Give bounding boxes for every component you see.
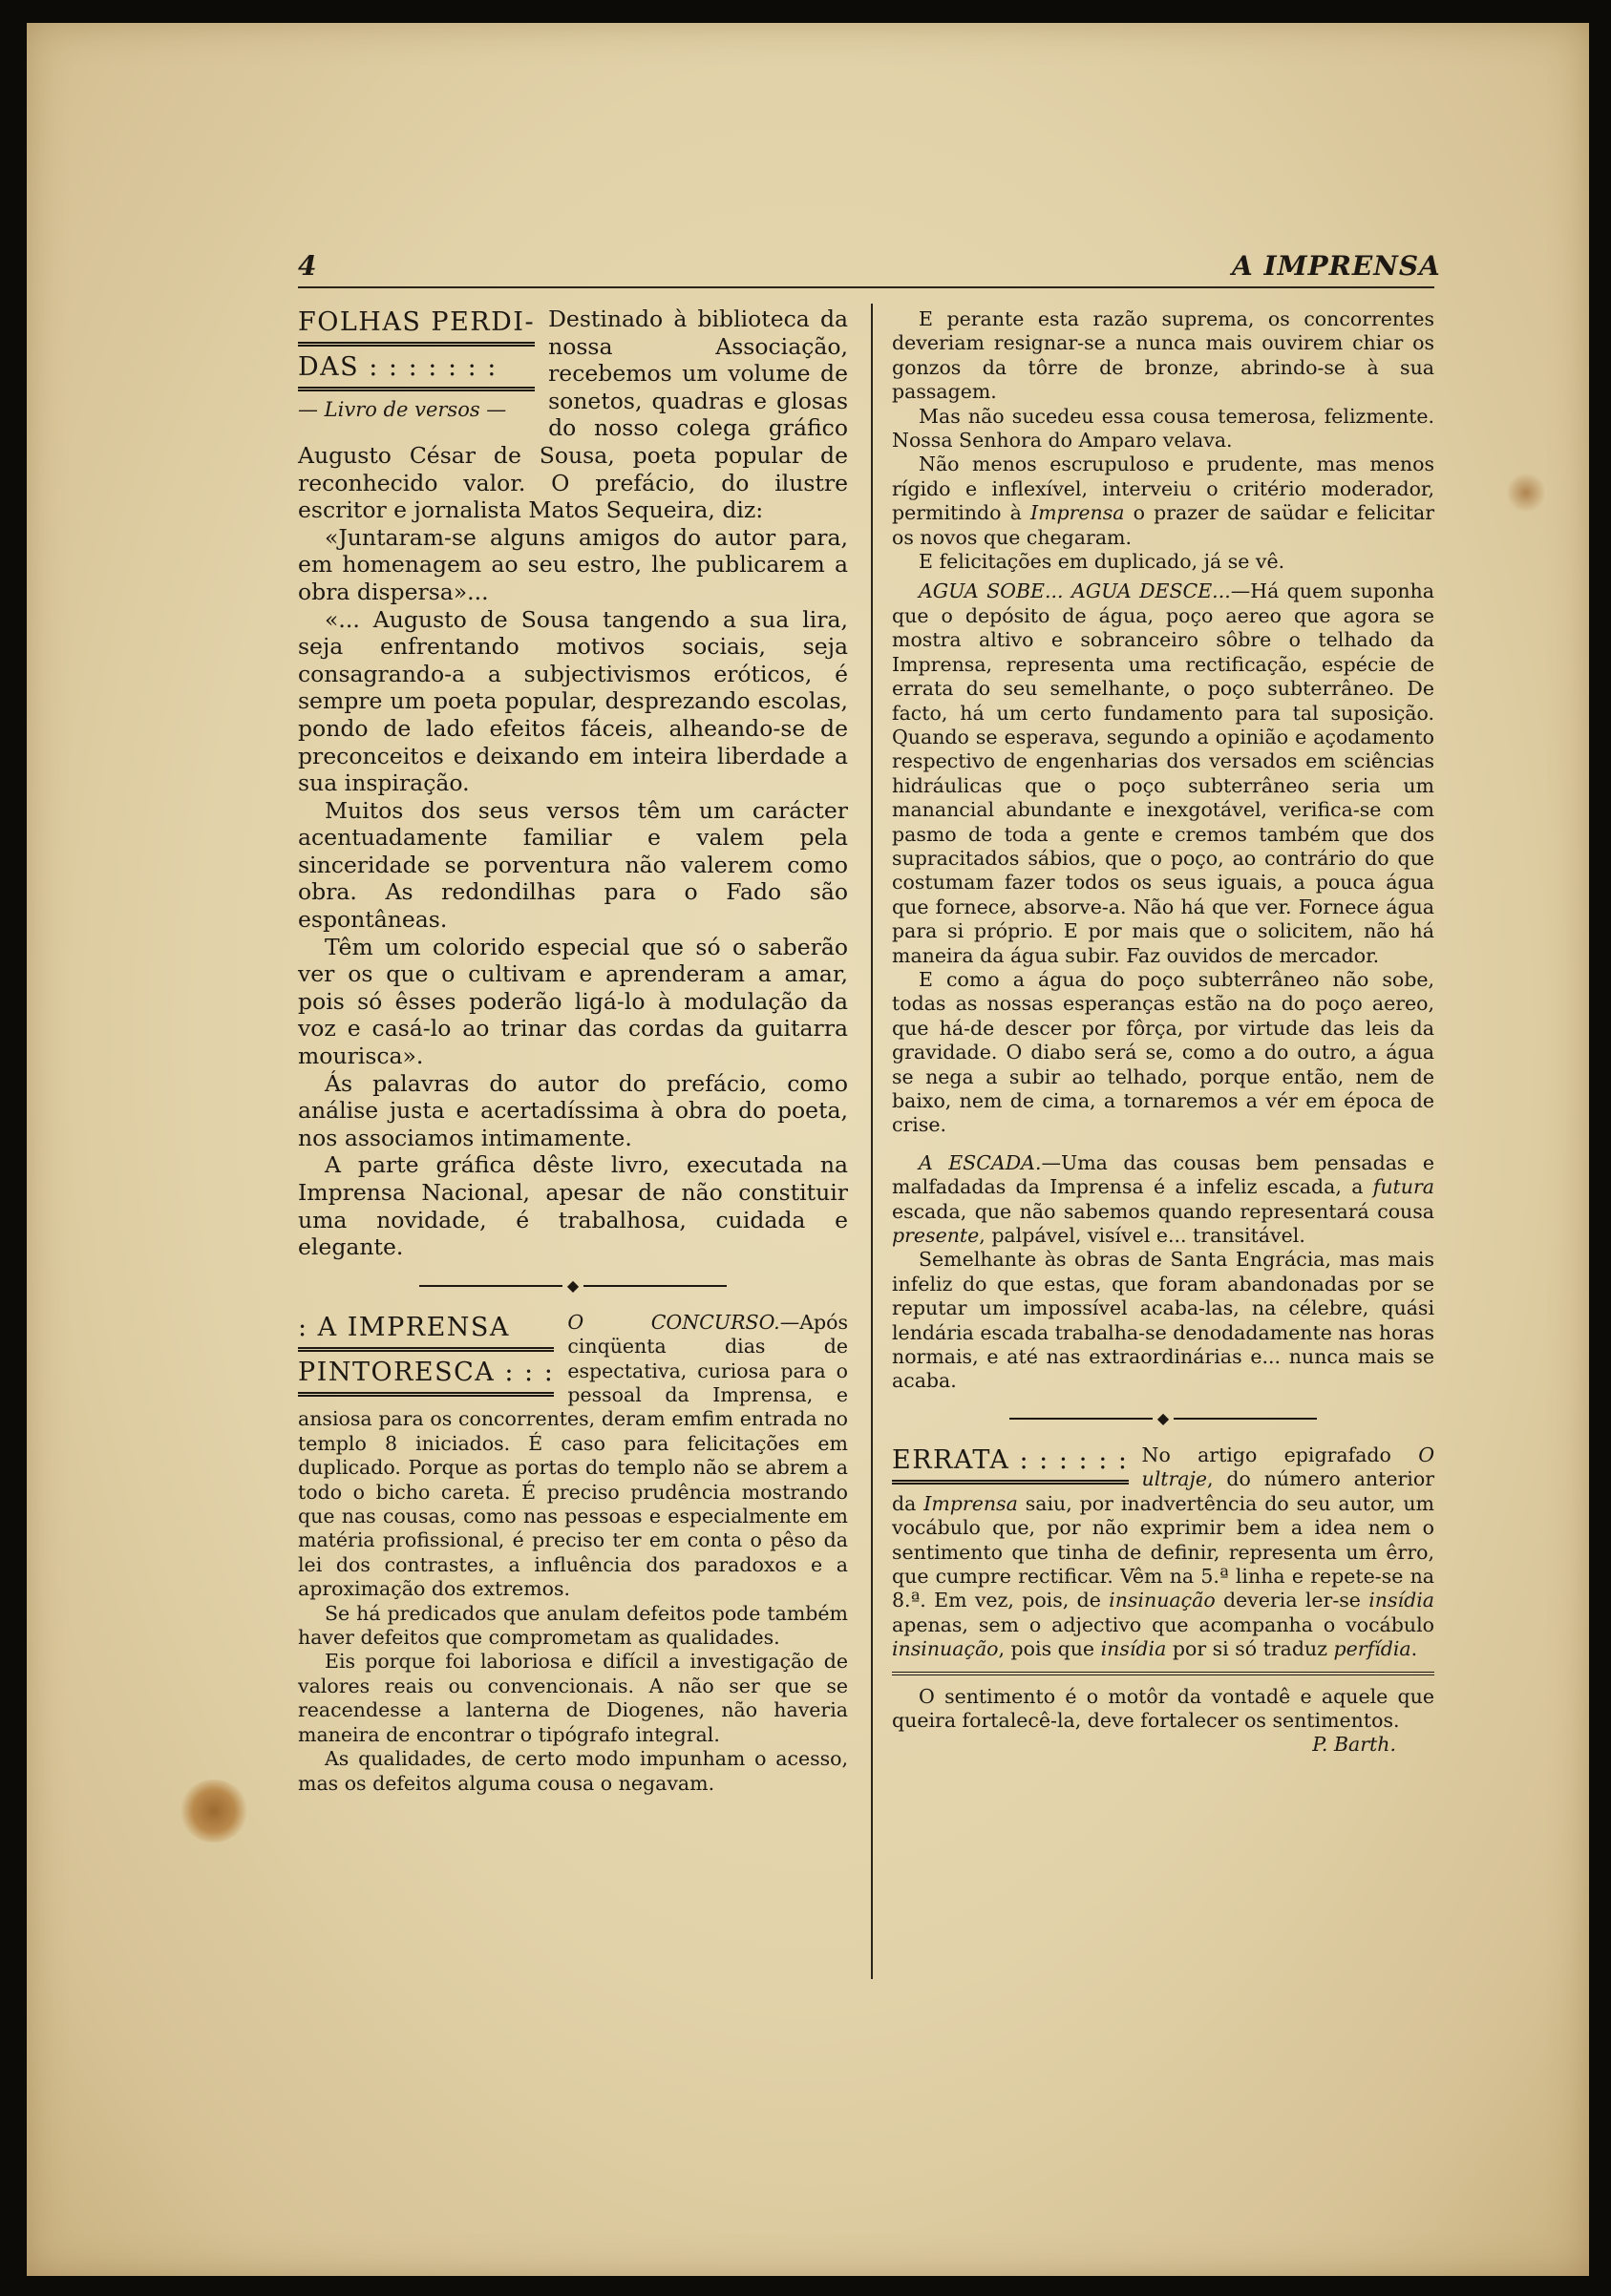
italic-text: insídia <box>1100 1637 1167 1661</box>
section-ornament: ◆ <box>892 1409 1434 1428</box>
heading-line: : A IMPRENSA <box>298 1312 510 1342</box>
paragraph-text: Não menos escrupuloso e prudente, mas menos rígido e inflexível, interveiu o critério moderador, permitindo à <box>892 453 1434 525</box>
heading-line: ERRATA : : : : : : <box>892 1444 1129 1475</box>
heading-line: DAS : : : : : : : <box>298 352 498 382</box>
paragraph: Muitos dos seus versos têm um carácter acentuadamente familiar e valem pela sinceridade se porventura não valerem como obra. As redondilhas para o Fado são espontâneas. <box>298 796 848 934</box>
left-column <box>298 305 848 1796</box>
closing-rule <box>892 1672 1434 1675</box>
paragraph-text: —Após cinqüenta dias de espectativa, curiosa para o pessoal da Imprensa, e ansiosa para os concorrentes, deram emfim entrada no templo 8 iniciados. É caso para felicitações em duplicado. Porque as portas do templo não se abrem a todo o bicho careta. É preciso prudência mostrando que nas cousas, como nas pessoas e especialmente em matéria profissional, é preciso ter em conta o pêso da lei dos contrastes, a influência dos paradoxos e a aproximação dos extremos. <box>298 1310 848 1601</box>
paragraph: As qualidades, de certo modo impunham o acesso, mas os defeitos alguma cousa o negavam. <box>298 1747 848 1795</box>
heading-line: FOLHAS PERDI- <box>298 307 536 337</box>
paragraph-text: No artigo epigrafado <box>1141 1443 1419 1466</box>
paragraph-text: —Uma das cousas bem pensadas e malfadadas da Imprensa é a infeliz escada, a <box>892 1150 1434 1199</box>
heading-rule <box>298 342 535 347</box>
italic-text: insinuação <box>1109 1589 1216 1612</box>
heading-rule <box>298 1347 554 1352</box>
heading-line: PINTORESCA : : : <box>298 1357 555 1387</box>
italic-text: Imprensa <box>1029 501 1125 525</box>
italic-text: Imprensa <box>923 1491 1018 1515</box>
paragraph: A parte gráfica dêste livro, executada na Imprensa Nacional, apesar de não constituir uma novidade, é trabalhosa, cuidada e elegante. <box>298 1151 848 1261</box>
section-heading <box>298 305 535 424</box>
paragraph-text: escada, que não sabemos quando representará cousa <box>892 1199 1434 1223</box>
italic-text: insídia <box>1368 1589 1434 1612</box>
paragraph-text: , pois que <box>998 1637 1101 1661</box>
quote-author: P. Barth. <box>1312 1733 1396 1757</box>
paragraph: E felicitações em duplicado, já se vê. <box>919 550 1285 574</box>
italic-text: presente <box>892 1224 980 1248</box>
heading-rule <box>892 1480 1129 1485</box>
paragraph: Semelhante às obras de Santa Engrácia, mas mais infeliz do que estas, que foram abandonadas por se reputar um impossível acaba-las, na célebre, quási lendária escada trabalha-se denodadamente nas horas normais, e até nas extraordinárias e... nunca mais se acaba. <box>892 1248 1434 1393</box>
paragraph-text: saiu, por inadvertência do seu autor, um vocábulo que, por não exprimir bem a idea nem o sentimento que tinha de definir, representa um êrro, que cumpre rectificar. Vêm na 5.ª linha e repete-se na 8.ª. Em vez, pois, de <box>892 1491 1434 1612</box>
paragraph: Eis porque foi laboriosa e difícil a investigação de valores reais ou convencionais. A não ser que se reacendesse a lanterna de Diogenes, não haveria maneira de encontrar o tipógrafo integral. <box>298 1650 848 1746</box>
paragraph: E como a água do poço subterrâneo não sobe, todas as nossas esperanças estão na do poço aereo, que há-de descer por fôrça, por virtude das leis da gravidade. O diabo será se, como a do outro, a água se nega a subir ao telhado, porque então, nem de baixo, nem de cima, a tornaremos a vér em época de crise. <box>892 967 1434 1137</box>
paragraph: Destinado à biblioteca da nossa Associação, recebemos um volume de sonetos, quadras e glosas do nosso colega gráfico Augusto César de Sousa, poeta popular de reconhecido valor. O prefácio, do ilustre escritor e jornalista Matos Sequeira, diz: <box>298 305 848 524</box>
article-folhas-perdidas <box>298 305 848 1261</box>
page-number: 4 <box>298 250 317 282</box>
paragraph-text: , palpável, visível e... transitável. <box>979 1224 1305 1248</box>
section-heading <box>892 1443 1129 1488</box>
paragraph-text: , do número anterior da <box>892 1467 1434 1515</box>
paragraph-text: —Há quem suponha que o depósito de água, poço aereo que agora se mostra altivo e sobranceiro sôbre o telhado da Imprensa, representa uma rectificação, espécie de errata do seu semelhante, o poço subterrâneo. De facto, há um certo fundamento para tal suposição. Quando se esperava, segundo a opinião e açodamento respectivo de engenharias dos versados em sciências hidráulicas que o poço subterrâneo seria um manancial abundante e inexgotável, verifica-se com pasmo de toda a gente e cremos também que dos supracitados sábios, que o poço, ao contrário do que costumam fazer todos os seus iguais, a pouca água que fornece, absorve-a. Não há que ver. Fornece água para si próprio. E por mais que o solicitem, não há maneira da água subir. Faz ouvidos de mercador. <box>892 579 1434 967</box>
quote-text: O sentimento é o motôr da vontadê e aquele que queira fortalecê-la, deve fortalecer os sentimentos. <box>892 1684 1434 1732</box>
paragraph: «... Augusto de Sousa tangendo a sua lira, seja enfrentando motivos sociais, seja consagrando-a a subjectivismos eróticos, é sempre um poeta popular, desprezando escolas, pondo de lado efeitos fáceis, alheando-se de preconceitos e deixando em inteira liberdade a sua inspiração. <box>298 605 848 797</box>
paragraph <box>892 1151 1434 1249</box>
closing-quote <box>892 1685 1434 1758</box>
italic-text: futura <box>1372 1175 1434 1199</box>
paragraph-text: o prazer de saüdar e felicitar os novos que chegaram. <box>892 501 1434 549</box>
section-ornament: ◆ <box>298 1276 848 1295</box>
column-divider <box>871 304 873 1979</box>
section-heading <box>298 1311 554 1401</box>
stain <box>1507 472 1545 514</box>
header-rule <box>298 286 1434 288</box>
article-errata <box>892 1443 1434 1662</box>
paragraph: «Juntaram-se alguns amigos do autor para, em homenagem ao seu estro, lhe publicarem a obra dispersa»... <box>298 523 848 605</box>
right-column <box>892 307 1434 1758</box>
italic-text: insinuação <box>892 1637 999 1661</box>
paragraph: E perante esta razão suprema, os concorrentes deveriam resignar-se a nunca mais ouvirem chiar os gonzos da tôrre de bronze, abrindo-se à sua passagem. <box>892 307 1434 404</box>
paragraph: Mas não sucedeu essa cousa temerosa, felizmente. Nossa Senhora do Amparo velava. <box>892 404 1434 453</box>
paragraph-text: . <box>1410 1637 1418 1661</box>
running-title: A IMPRENSA <box>1232 250 1441 282</box>
paragraph <box>892 579 1434 968</box>
paragraph: Têm um colorido especial que só o saberão ver os que o cultivam e aprenderam a amar, pois só êsses poderão ligá-lo à modulação da voz e casá-lo ao trinar das cordas da guitarra mourisca». <box>298 933 848 1070</box>
heading-rule <box>298 387 535 391</box>
lead-in: O CONCURSO. <box>567 1310 780 1334</box>
heading-rule <box>298 1392 554 1397</box>
paragraph <box>892 453 1434 550</box>
article-imprensa-pintoresca <box>298 1311 848 1796</box>
italic-text: perfídia <box>1333 1637 1411 1661</box>
heading-subtitle: — Livro de versos — <box>298 398 507 421</box>
lead-in: AGUA SOBE... AGUA DESCE... <box>919 579 1231 603</box>
paragraph-text: deveria ler-se <box>1215 1589 1369 1612</box>
paragraph-text: apenas, sem o adjectivo que acompanha o vocábulo <box>892 1612 1434 1636</box>
italic-text: O ultraje <box>1141 1443 1434 1491</box>
paragraph: Se há predicados que anulam defeitos pode também haver defeitos que comprometam as qualidades. <box>298 1601 848 1650</box>
paragraph: Ás palavras do autor do prefácio, como análise justa e acertadíssima à obra do poeta, nos associamos intimamente. <box>298 1069 848 1151</box>
paragraph-text: por si só traduz <box>1166 1637 1334 1661</box>
stain <box>180 1780 248 1843</box>
lead-in: A ESCADA. <box>919 1150 1042 1174</box>
